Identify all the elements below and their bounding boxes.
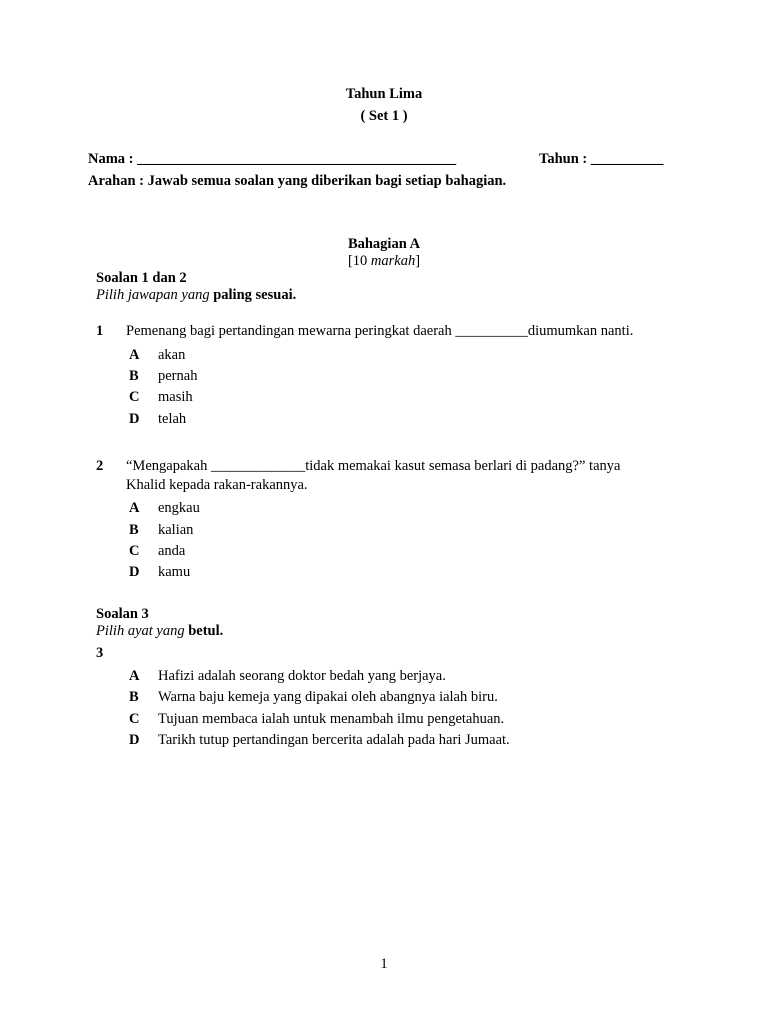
document-title: Tahun Lima: [345, 86, 423, 102]
option-text: engkau: [158, 500, 200, 516]
question-text-line-2: Khalid kepada rakan-rakannya.: [126, 477, 308, 493]
option-letter: A: [129, 668, 140, 684]
option-letter: B: [129, 689, 139, 705]
instructions: Arahan : Jawab semua soalan yang diberikan bagi setiap bahagian.: [88, 173, 507, 189]
option-text: kamu: [158, 564, 191, 580]
group-heading: Soalan 1 dan 2: [96, 270, 187, 286]
option-text: kalian: [158, 522, 194, 538]
option-letter: A: [129, 347, 140, 363]
question-text: Pemenang bagi pertandingan mewarna peringkat daerah __________diumumkan nanti.: [126, 323, 634, 339]
question-1: [0, 323, 768, 343]
option-row: [0, 689, 768, 709]
question-2-continued: [0, 477, 768, 497]
question-number: 3: [96, 645, 104, 661]
option-text: Warna baju kemeja yang dipakai oleh abangnya ialah biru.: [158, 689, 498, 705]
option-text: anda: [158, 543, 186, 559]
option-letter: A: [129, 500, 140, 516]
option-row: [0, 668, 768, 688]
section-marks: [10 markah]: [347, 253, 421, 269]
option-text: Tujuan membaca ialah untuk menambah ilmu pengetahuan.: [158, 711, 505, 727]
year-field: Tahun : __________: [539, 151, 664, 167]
option-row: [0, 522, 768, 542]
option-letter: D: [129, 564, 140, 580]
option-row: [0, 564, 768, 584]
option-letter: C: [129, 543, 140, 559]
group-instruction: Pilih jawapan yang paling sesuai.: [96, 287, 297, 303]
option-letter: C: [129, 711, 140, 727]
question-number: 1: [96, 323, 104, 339]
option-row: [0, 543, 768, 563]
option-letter: D: [129, 411, 140, 427]
option-text: akan: [158, 347, 186, 363]
option-letter: D: [129, 732, 140, 748]
question-number: 2: [96, 458, 104, 474]
option-text: pernah: [158, 368, 198, 384]
option-row: [0, 368, 768, 388]
option-text: Tarikh tutup pertandingan bercerita adalah pada hari Jumaat.: [158, 732, 510, 748]
set-label: ( Set 1 ): [360, 108, 408, 124]
option-row: [0, 347, 768, 367]
option-row: [0, 732, 768, 752]
option-row: [0, 711, 768, 731]
option-text: telah: [158, 411, 187, 427]
section-title: Bahagian A: [347, 236, 421, 252]
option-text: masih: [158, 389, 193, 405]
option-text: Hafizi adalah seorang doktor bedah yang berjaya.: [158, 668, 446, 684]
option-letter: B: [129, 522, 139, 538]
option-row: [0, 389, 768, 409]
group-heading: Soalan 3: [96, 606, 149, 622]
question-3: [0, 645, 768, 665]
option-row: [0, 500, 768, 520]
option-letter: B: [129, 368, 139, 384]
page-number: 1: [380, 956, 388, 972]
group-instruction: Pilih ayat yang betul.: [96, 623, 224, 639]
option-letter: C: [129, 389, 140, 405]
name-field: Nama : ____________________________________________: [88, 151, 457, 167]
option-row: [0, 411, 768, 431]
question-text-line-1: “Mengapakah _____________tidak memakai kasut semasa berlari di padang?” tanya: [126, 458, 621, 474]
question-2: [0, 458, 768, 478]
